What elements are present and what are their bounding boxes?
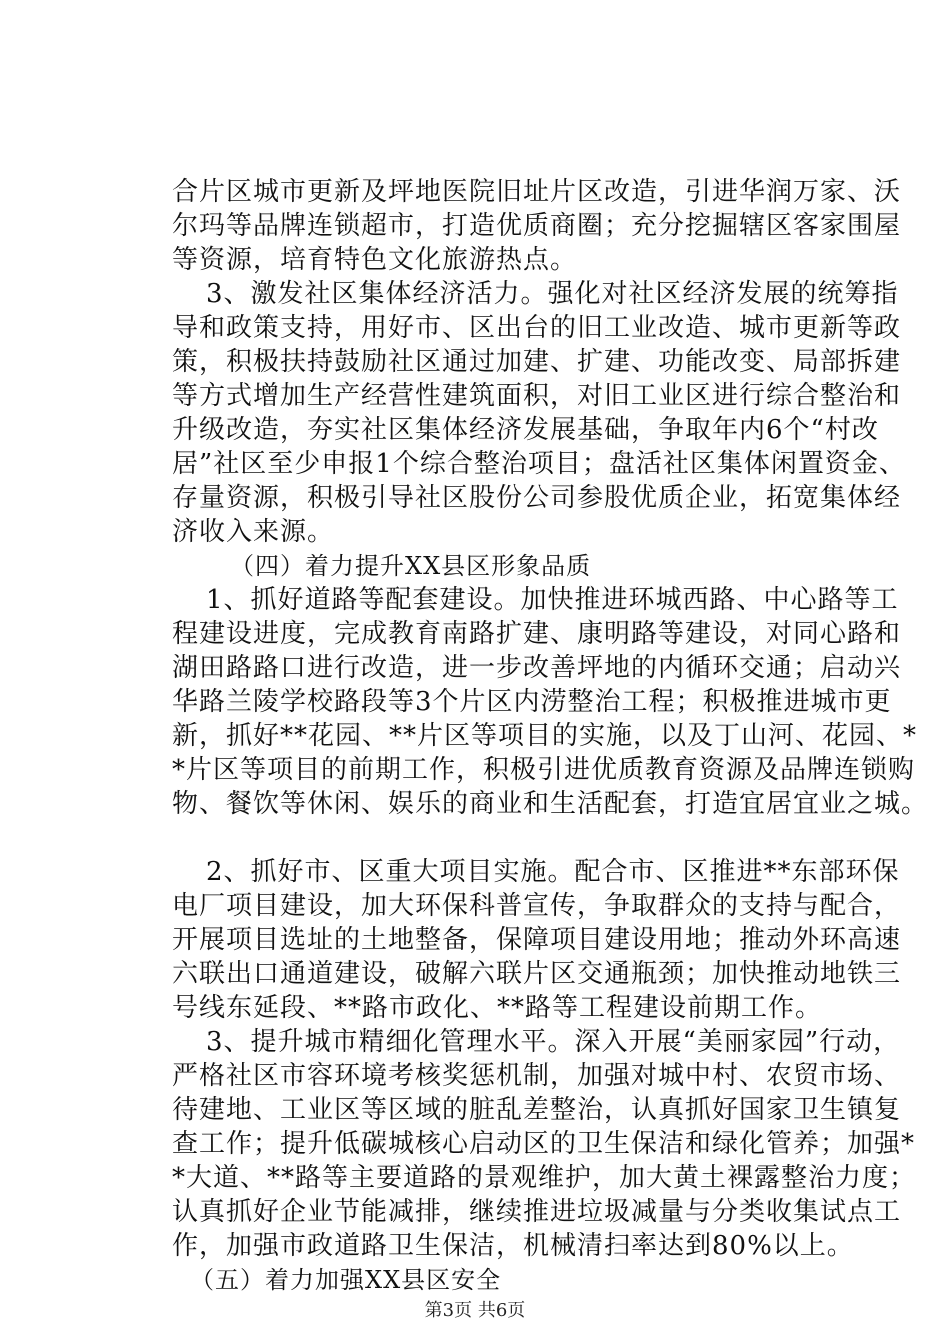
- body-line: 严格社区市容环境考核奖惩机制，加强对城中村、农贸市场、: [172, 1061, 902, 1091]
- section-heading: （五）着力加强XX县区安全: [190, 1266, 502, 1294]
- body-line: 华路兰陵学校路段等3个片区内涝整治工程；积极推进城市更: [172, 687, 892, 717]
- page-footer: 第3页 共6页: [424, 1300, 526, 1321]
- body-line: 升级改造，夯实社区集体经济发展基础，争取年内6个“村改: [172, 415, 879, 445]
- body-line: 尔玛等品牌连锁超市，打造优质商圈；充分挖掘辖区客家围屋: [172, 211, 902, 241]
- body-line: 存量资源，积极引导社区股份公司参股优质企业，拓宽集体经: [172, 483, 902, 513]
- body-line: 1、抓好道路等配套建设。加快推进环城西路、中心路等工: [206, 585, 899, 615]
- body-line: 待建地、工业区等区域的脏乱差整治，认真抓好国家卫生镇复: [172, 1095, 902, 1125]
- body-line: *片区等项目的前期工作，积极引进优质教育资源及品牌连锁购: [172, 755, 916, 785]
- body-line: 导和政策支持，用好市、区出台的旧工业改造、城市更新等政: [172, 313, 902, 343]
- body-line: 查工作；提升低碳城核心启动区的卫生保洁和绿化管养；加强*: [172, 1129, 916, 1159]
- body-line: 3、提升城市精细化管理水平。深入开展“美丽家园”行动，: [206, 1027, 901, 1057]
- body-line: 开展项目选址的土地整备，保障项目建设用地；推动外环高速: [172, 925, 902, 955]
- body-line: 合片区城市更新及坪地医院旧址片区改造，引进华润万家、沃: [172, 177, 902, 207]
- body-line: 等方式增加生产经营性建筑面积，对旧工业区进行综合整治和: [172, 381, 902, 411]
- body-line: 作，加强市政道路卫生保洁，机械清扫率达到80%以上。: [172, 1231, 854, 1261]
- section-heading: （四）着力提升XX县区形象品质: [230, 552, 592, 580]
- body-line: *大道、**路等主要道路的景观维护，加大黄土裸露整治力度；: [172, 1163, 917, 1193]
- body-line: 济收入来源。: [172, 517, 335, 547]
- body-line: 居”社区至少申报1个综合整治项目；盘活社区集体闲置资金、: [172, 449, 906, 479]
- body-line: 认真抓好企业节能减排，继续推进垃圾减量与分类收集试点工: [172, 1197, 902, 1227]
- body-line: 六联出口通道建设，破解六联片区交通瓶颈；加快推动地铁三: [172, 959, 902, 989]
- body-line: 3、激发社区集体经济活力。强化对社区经济发展的统筹指: [206, 279, 899, 309]
- body-line: 新，抓好**花园、**片区等项目的实施，以及丁山河、花园、*: [172, 721, 918, 751]
- body-line: 号线东延段、**路市政化、**路等工程建设前期工作。: [172, 993, 823, 1023]
- body-line: 2、抓好市、区重大项目实施。配合市、区推进**东部环保: [206, 857, 900, 887]
- body-line: 湖田路路口进行改造，进一步改善坪地的内循环交通；启动兴: [172, 653, 902, 683]
- body-line: 程建设进度，完成教育南路扩建、康明路等建设，对同心路和: [172, 619, 902, 649]
- body-line: 策，积极扶持鼓励社区通过加建、扩建、功能改变、局部拆建: [172, 347, 902, 377]
- body-line: 等资源，培育特色文化旅游热点。: [172, 245, 578, 275]
- body-line: 电厂项目建设，加大环保科普宣传，争取群众的支持与配合，: [172, 891, 902, 921]
- body-line: 物、餐饮等休闲、娱乐的商业和生活配套，打造宜居宜业之城。: [172, 789, 929, 819]
